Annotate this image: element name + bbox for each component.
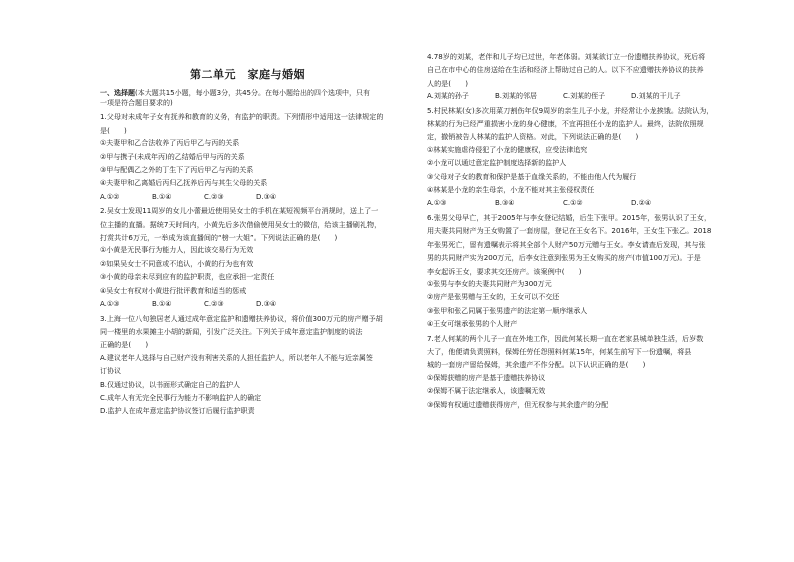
answer-choice: B.①④	[152, 300, 172, 309]
answer-choice: D.刘某的干儿子	[631, 92, 681, 101]
question-stem-line: 人的是( )	[427, 78, 469, 88]
answer-choice: C.②③	[204, 192, 224, 201]
question-option: ①林某实施虐待侵犯了小龙的健康权，应受法律追究	[427, 145, 588, 154]
question-option: ③保姆有权通过遗赠获得房产，但无权参与其余遗产的分配	[427, 400, 609, 409]
question-option: 订协议	[100, 367, 121, 376]
question-stem-line: 打赏共计6万元，一举成为该直播间的“榜一大姐”。下列说法正确的是( )	[100, 233, 338, 243]
question-option: B.仅通过协议，以书面形式确定自己的监护人	[100, 380, 241, 389]
question-stem-line: 7.老人何某的两个儿子一直在外地工作，因此何某长期一直在老家县城单独生活，后岁数	[427, 333, 704, 343]
question-stem-line: 自己在市中心的住房送给在生活和经济上帮助过自己的人。以下不应遗赠扶养协议的扶养	[427, 65, 704, 75]
question-6	[427, 211, 727, 332]
question-option: C.成年人有无完全民事行为能力不影响监护人的确定	[100, 393, 262, 402]
question-stem-line: 大了，他便请负责照料，保姆任劳任怨照料何某15年，何某生前写下一份遗嘱，将县	[427, 346, 692, 356]
question-option: ④王女可继承张男的个人财产	[427, 320, 518, 329]
question-option: D.监护人在成年意定监护协议签订后履行监护职责	[100, 407, 255, 416]
question-stem-line: 定，撤销被告人林某的监护人资格。对此，下列说法正确的是( )	[427, 132, 639, 142]
question-option: ①保姆获赠的房产是基于遗赠扶养协议	[427, 373, 546, 382]
answer-choice: B.刘某的邻居	[495, 92, 538, 101]
question-option: A.建议老年人选择与自己财产没有利害关系的人担任监护人，所以老年人不能与近亲属签	[100, 353, 373, 362]
question-option: ③小黄的母亲未尽到应有的监护职责，也应承担一定责任	[100, 273, 275, 282]
question-stem-line: 3.上海一位八旬独居老人通过成年意定监护和遗赠扶养协议，将价值300万元的房产赠予胡	[100, 313, 383, 323]
section-desc-1: (本大题共15小题，每小题3分，共45分。在每小题给出的四个选项中，只有	[135, 89, 370, 97]
answer-choice: C.①②	[563, 199, 583, 208]
left-questions	[100, 110, 395, 418]
question-option: ②甲与携子(未成年丙)的乙结婚后甲与丙的关系	[100, 152, 245, 161]
question-option: ②保姆不属于法定继承人，该遗嘱无效	[427, 387, 546, 396]
question-option: ①夫妻甲和乙合法收养了丙后甲乙与丙的关系	[100, 139, 240, 148]
question-3	[100, 312, 395, 419]
question-stem-line: 林某的行为已经严重损害小龙的身心健康，不宜再担任小龙的监护人。最终，法院依照规	[427, 119, 704, 129]
section-heading: 一、选择题	[100, 89, 135, 97]
answer-choice: A.①③	[427, 199, 447, 208]
question-7	[427, 332, 727, 412]
question-option: ③父母对子女的教育和保护是基于血缘关系的，不能由他人代为履行	[427, 172, 637, 181]
question-stem-line: 位主播的直播。据统7天时间内，小黄先后多次借偷使用吴女士的微信，给该主播刷礼物，	[100, 219, 382, 229]
answer-choices	[100, 191, 395, 204]
question-option: ②房产是张男赠与王女的，王女可以不交还	[427, 293, 560, 302]
answer-choice: B.①④	[152, 192, 172, 201]
right-questions	[427, 50, 727, 412]
right-column	[427, 50, 727, 412]
answer-choices	[427, 90, 727, 103]
question-option: ③甲与配偶乙之外的丁生下了丙后甲乙与丙的关系	[100, 166, 254, 175]
answer-choice: D.③④	[256, 300, 277, 309]
question-option: ①张男与李女的夫妻共同财产为300万元	[427, 279, 552, 288]
answer-choice: A.刘某的孙子	[427, 92, 469, 101]
question-option: ④林某是小龙的亲生母亲，小龙不能对其主张侵权责任	[427, 186, 595, 195]
question-stem-line: 李女起诉王女，要求其交还房产。该案例中( )	[427, 266, 582, 276]
section-line-1	[100, 88, 395, 98]
question-2	[100, 204, 395, 311]
answer-choices	[100, 298, 395, 311]
answer-choice: A.①③	[100, 300, 120, 309]
question-stem-line: 5.村民林某(女)多次用菜刀割伤年仅9周岁的亲生儿子小龙，并经常让小龙挨饿。法院认为，	[427, 105, 714, 115]
answer-choice: C.刘某的侄子	[563, 92, 606, 101]
section-header	[100, 88, 395, 108]
question-stem-line: 男的共同财产实为200万元，后李女注意到张男为王女购买的房产(市值100万元)。于是	[427, 253, 701, 263]
question-option: ④夫妻甲和乙离婚后丙归乙抚养后丙与其生父母的关系	[100, 179, 268, 188]
answer-choice: A.①②	[100, 192, 120, 201]
question-option: ②小龙可以通过意定监护制度选择新的监护人	[427, 159, 567, 168]
question-stem-line: 正确的是( )	[100, 340, 149, 350]
question-option: ④吴女士有权对小黄进行批评教育和适当的惩戒	[100, 286, 247, 295]
question-option: ②如果吴女士不同意或不追认，小黄的行为也有效	[100, 259, 254, 268]
question-stem-line: 是( )	[100, 125, 127, 135]
question-stem-line: 2.吴女士发现11周岁的女儿小蕾最近使用吴女士的手机在某短视频平台消规时，送上了一	[100, 206, 379, 216]
question-stem-line: 用夫妻共同财产为王女购置了一套房屋，登记在王女名下。2016年，王女生下张乙。2018	[427, 226, 712, 236]
question-option: ③张甲和张乙同属于张男遗产的法定第一顺序继承人	[427, 306, 588, 315]
question-stem-line: 年张男死亡，留有遗嘱表示将其全部个人财产50万元赠与王女。李女请查后发现，其与张	[427, 239, 706, 249]
left-column	[100, 48, 395, 419]
question-stem-line: 4.78岁的刘某，老伴和儿子均已过世，年老体弱。刘某欲订立一份遗赠扶养协议，死后将	[427, 52, 706, 61]
question-option: ①小黄是无民事行为能力人，因此该交易行为无效	[100, 246, 254, 255]
question-stem-line: 1.父母对未成年子女有抚养和教育的义务，有监护的职责。下列情形中适用这一法律规定的	[100, 112, 384, 122]
answer-choice: D.③④	[256, 192, 277, 201]
page-title: 第二单元 家庭与婚姻	[190, 68, 305, 81]
answer-choice: C.②③	[204, 300, 224, 309]
question-1	[100, 110, 395, 204]
answer-choice: B.③④	[495, 199, 515, 208]
question-stem-line: 城的一套房产留给保姆，其余遗产不作分配。以下认识正确的是( )	[427, 360, 646, 370]
question-5	[427, 104, 727, 211]
answer-choices	[427, 197, 727, 210]
section-desc-2: 一项是符合题目要求的)	[100, 99, 173, 108]
answer-choice: D.②④	[631, 199, 652, 208]
question-stem-line: 6.张男父母早亡，其于2005年与李女登记结婚，后生下张甲。2015年，张男认识了王女，	[427, 212, 712, 222]
question-4	[427, 50, 727, 104]
question-stem-line: 同一楼里的水果摊主小胡的新闻，引发广泛关注。下列关于成年意定监护制度的说法	[100, 326, 363, 336]
